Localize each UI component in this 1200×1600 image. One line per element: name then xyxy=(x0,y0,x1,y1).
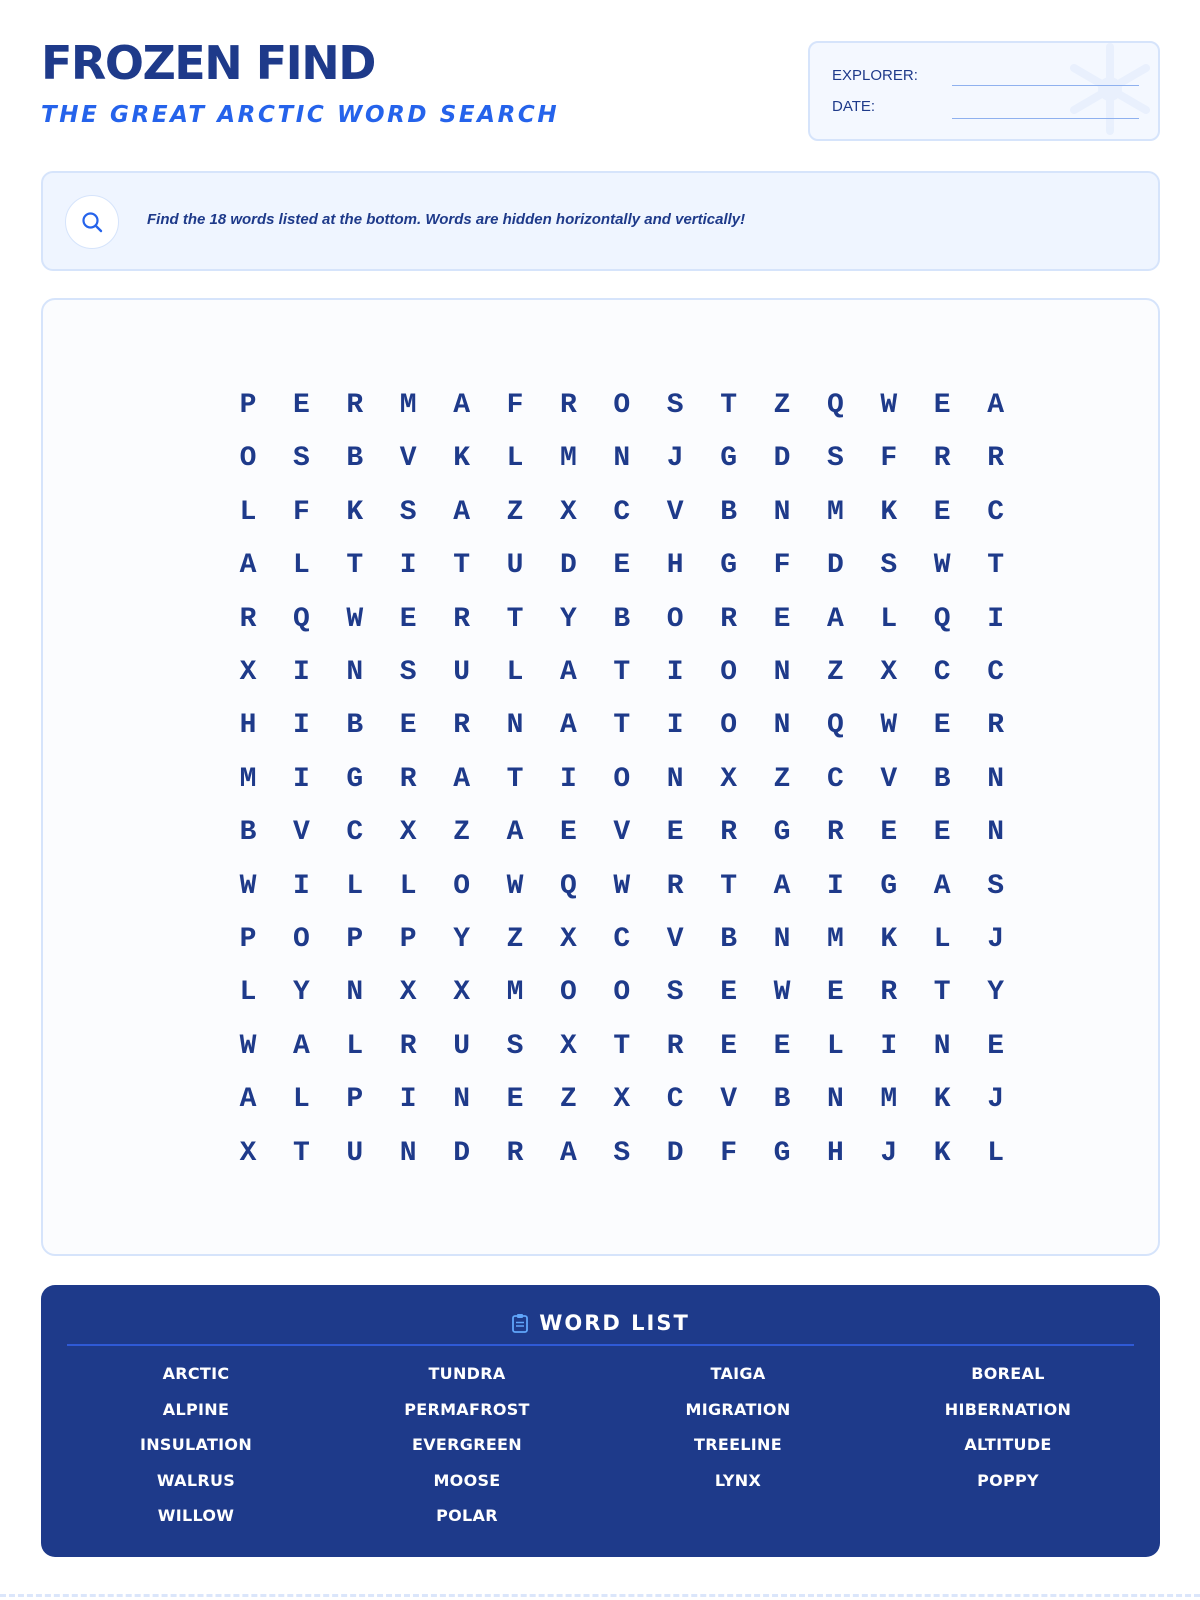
grid-letter[interactable]: A xyxy=(292,1030,310,1062)
grid-letter[interactable]: C xyxy=(346,817,364,849)
grid-letter[interactable]: E xyxy=(613,550,631,582)
grid-letter[interactable]: N xyxy=(506,710,524,742)
grid-letter[interactable]: B xyxy=(346,710,364,742)
grid-letter[interactable]: K xyxy=(880,496,898,528)
grid-letter[interactable]: T xyxy=(613,710,631,742)
grid-letter[interactable]: N xyxy=(933,1030,951,1062)
grid-letter[interactable]: X xyxy=(613,1084,631,1116)
word-list-heading xyxy=(41,1311,1160,1335)
grid-letter[interactable]: X xyxy=(399,977,417,1009)
grid-letter[interactable]: N xyxy=(773,924,791,955)
grid-letter[interactable]: S xyxy=(399,657,417,688)
grid-letter[interactable]: Q xyxy=(292,603,310,635)
grid-letter[interactable]: K xyxy=(933,1084,951,1116)
grid-letter[interactable]: W xyxy=(506,870,524,902)
grid-letter[interactable]: Y xyxy=(559,603,577,635)
grid-letter[interactable]: L xyxy=(826,1030,844,1062)
grid-letter[interactable]: A xyxy=(506,817,524,849)
grid-letter[interactable]: A xyxy=(559,710,577,742)
grid-letter[interactable]: E xyxy=(506,1084,524,1116)
grid-letter[interactable]: I xyxy=(559,763,577,795)
grid-letter[interactable]: N xyxy=(453,1084,470,1116)
header xyxy=(41,36,560,128)
grid-letter[interactable]: G xyxy=(880,870,898,902)
grid-letter[interactable]: J xyxy=(987,1084,1004,1116)
word-list-item: INSULATION xyxy=(139,1435,253,1454)
grid-letter[interactable]: J xyxy=(666,443,684,475)
grid-letter[interactable]: D xyxy=(666,1137,684,1169)
grid-letter[interactable]: P xyxy=(239,924,257,955)
grid-letter[interactable]: A xyxy=(239,1084,257,1116)
word-list-item: MOOSE xyxy=(433,1470,501,1490)
grid-letter[interactable]: D xyxy=(773,443,791,475)
grid-letter[interactable]: R xyxy=(826,817,844,849)
grid-letter[interactable]: E xyxy=(987,1030,1004,1062)
grid-letter[interactable]: R xyxy=(399,1030,417,1062)
explorer-field[interactable] xyxy=(952,85,1139,86)
grid-letter[interactable]: L xyxy=(506,657,524,688)
grid-letter[interactable]: M xyxy=(826,496,844,528)
grid-letter[interactable]: W xyxy=(239,1030,257,1062)
grid-letter[interactable]: G xyxy=(720,443,737,475)
grid-letter[interactable]: L xyxy=(506,443,524,475)
grid-letter[interactable]: S xyxy=(399,496,417,528)
grid-letter[interactable]: R xyxy=(453,710,470,742)
grid-letter[interactable]: F xyxy=(292,496,310,528)
grid-letter[interactable]: W xyxy=(613,870,631,902)
grid-letter[interactable]: X xyxy=(559,496,577,528)
grid-letter[interactable]: V xyxy=(666,496,684,528)
grid-letter[interactable]: T xyxy=(453,550,470,582)
grid-letter[interactable]: O xyxy=(292,924,310,955)
grid-letter[interactable]: I xyxy=(292,657,310,688)
grid-letter[interactable]: N xyxy=(826,1084,844,1116)
grid-letter[interactable]: K xyxy=(933,1137,951,1169)
grid-letter[interactable]: A xyxy=(453,390,470,421)
grid-letter[interactable]: B xyxy=(773,1084,791,1116)
word-list-title: WORD LIST xyxy=(539,1311,690,1335)
grid-letter[interactable]: C xyxy=(613,496,631,528)
grid-letter[interactable]: U xyxy=(506,550,524,582)
grid-letter[interactable]: V xyxy=(292,817,310,849)
grid-letter[interactable]: N xyxy=(987,817,1004,849)
grid-letter[interactable]: B xyxy=(933,763,951,795)
grid-letter[interactable]: E xyxy=(933,817,951,849)
page-subtitle: THE GREAT ARCTIC WORD SEARCH xyxy=(41,102,560,128)
grid-letter[interactable]: P xyxy=(239,390,257,421)
grid-letter[interactable]: B xyxy=(239,817,257,849)
grid-letter[interactable]: L xyxy=(292,1084,310,1116)
grid-letter[interactable]: I xyxy=(292,763,310,795)
grid-letter[interactable]: L xyxy=(346,870,364,902)
word-list-item: HIBERNATION xyxy=(944,1399,1072,1419)
grid-letter[interactable]: I xyxy=(399,1084,417,1116)
clipboard-icon xyxy=(511,1313,529,1333)
grid-letter[interactable]: F xyxy=(720,1137,737,1169)
grid-letter[interactable]: E xyxy=(826,977,844,1009)
bottom-divider xyxy=(0,1594,1200,1597)
word-list-divider xyxy=(67,1344,1134,1346)
grid-letter[interactable]: R xyxy=(346,390,364,421)
grid-letter[interactable]: L xyxy=(239,977,257,1009)
grid-letter[interactable]: N xyxy=(773,710,791,742)
explorer-info-box xyxy=(808,41,1160,141)
grid-letter[interactable]: I xyxy=(666,710,684,742)
grid-letter[interactable]: W xyxy=(239,870,257,902)
word-list-panel xyxy=(41,1285,1160,1557)
grid-letter[interactable]: E xyxy=(720,977,737,1009)
date-field[interactable] xyxy=(952,118,1139,119)
snowflake-icon xyxy=(1060,41,1160,139)
grid-letter[interactable]: P xyxy=(399,924,417,955)
grid-letter[interactable]: S xyxy=(666,390,684,421)
grid-letter[interactable]: R xyxy=(666,870,684,902)
grid-letter[interactable]: F xyxy=(506,390,524,421)
grid-letter[interactable]: O xyxy=(720,710,737,742)
grid-letter[interactable]: C xyxy=(933,657,951,688)
grid-letter[interactable]: A xyxy=(239,550,257,582)
grid-letter[interactable]: T xyxy=(933,977,951,1009)
word-list-item: TUNDRA xyxy=(428,1364,506,1383)
grid-letter[interactable]: Z xyxy=(453,817,470,849)
word-list-item: POLAR xyxy=(436,1506,498,1525)
grid-letter[interactable]: Q xyxy=(826,390,844,421)
grid-letter[interactable]: G xyxy=(346,763,364,795)
grid-letter[interactable]: O xyxy=(613,390,631,421)
grid-letter[interactable]: B xyxy=(346,443,364,475)
word-list-item: BOREAL xyxy=(971,1364,1045,1383)
grid-letter[interactable]: O xyxy=(613,977,631,1009)
grid-letter[interactable]: A xyxy=(453,496,470,528)
grid-letter[interactable]: C xyxy=(613,924,631,955)
grid-letter[interactable]: S xyxy=(826,443,844,475)
word-list-item: TAIGA xyxy=(710,1364,766,1383)
grid-letter[interactable]: X xyxy=(880,657,898,688)
grid-letter[interactable]: B xyxy=(720,924,737,955)
grid-letter[interactable]: T xyxy=(720,870,737,902)
grid-letter[interactable]: E xyxy=(720,1030,737,1062)
grid-letter[interactable]: E xyxy=(933,496,951,528)
grid-letter[interactable]: R xyxy=(506,1137,524,1169)
grid-letter[interactable]: H xyxy=(826,1137,844,1169)
word-list-item: ARCTIC xyxy=(162,1364,230,1383)
grid-letter[interactable]: M xyxy=(880,1084,898,1116)
grid-letter[interactable]: H xyxy=(239,710,257,742)
grid-letter[interactable]: L xyxy=(933,924,951,955)
grid-letter[interactable]: T xyxy=(613,657,631,688)
grid-letter[interactable]: V xyxy=(613,817,631,849)
grid-letter[interactable]: R xyxy=(453,603,470,635)
word-list-item: WALRUS xyxy=(156,1470,236,1490)
grid-letter[interactable]: E xyxy=(880,817,898,849)
grid-letter[interactable]: N xyxy=(346,657,364,688)
grid-letter[interactable]: N xyxy=(346,977,364,1009)
grid-letter[interactable]: Y xyxy=(453,924,470,955)
grid-letter[interactable]: Y xyxy=(987,977,1004,1009)
grid-letter[interactable]: O xyxy=(453,870,470,902)
grid-letter[interactable]: N xyxy=(773,496,791,528)
word-list-item: TREELINE xyxy=(694,1435,782,1454)
grid-letter[interactable]: O xyxy=(559,977,577,1009)
grid-letter[interactable]: Z xyxy=(773,390,791,421)
grid-letter[interactable]: V xyxy=(666,924,684,955)
grid-letter[interactable]: V xyxy=(720,1084,737,1116)
word-list-item: LYNX xyxy=(714,1470,762,1490)
grid-letter[interactable]: A xyxy=(453,763,470,795)
search-icon xyxy=(65,195,119,249)
grid-letter[interactable]: R xyxy=(933,443,951,475)
grid-letter[interactable]: N xyxy=(399,1137,417,1169)
word-search-grid xyxy=(41,298,1160,1256)
grid-letter[interactable]: R xyxy=(987,443,1004,475)
grid-letter[interactable]: Q xyxy=(933,603,951,635)
grid-letter[interactable]: A xyxy=(933,870,951,902)
grid-letter[interactable]: P xyxy=(346,924,364,955)
grid-letter[interactable]: L xyxy=(880,603,898,635)
grid-letter[interactable]: S xyxy=(506,1030,524,1062)
grid-letter[interactable]: N xyxy=(773,657,791,688)
grid-letter[interactable]: I xyxy=(399,550,417,582)
grid-letter[interactable]: Q xyxy=(826,710,844,742)
grid-letter[interactable]: S xyxy=(880,550,898,582)
grid-letter[interactable]: S xyxy=(666,977,684,1009)
grid-letter[interactable]: E xyxy=(399,710,417,742)
grid-letter[interactable]: T xyxy=(987,550,1004,582)
grid-letter[interactable]: O xyxy=(720,657,737,688)
word-list-item: ALTITUDE xyxy=(964,1435,1052,1454)
grid-letter[interactable]: E xyxy=(773,603,791,635)
grid-letter[interactable]: E xyxy=(933,390,951,421)
grid-letter[interactable]: X xyxy=(720,763,737,795)
grid-letter[interactable]: W xyxy=(773,977,791,1009)
grid-letter[interactable]: X xyxy=(239,657,257,688)
grid-letter[interactable]: R xyxy=(987,710,1004,742)
grid-letter[interactable]: S xyxy=(613,1137,631,1169)
grid-letter[interactable]: X xyxy=(559,924,577,955)
grid-letter[interactable]: X xyxy=(399,817,417,849)
grid-letter[interactable]: A xyxy=(559,1137,577,1169)
grid-letter[interactable]: F xyxy=(773,550,791,582)
grid-letter[interactable]: Z xyxy=(773,763,791,795)
explorer-label: EXPLORER: xyxy=(832,67,918,84)
word-list-item: MIGRATION xyxy=(685,1399,791,1419)
grid-letter[interactable]: B xyxy=(613,603,631,635)
grid-letter[interactable]: A xyxy=(987,390,1004,421)
grid-letter[interactable]: M xyxy=(399,390,417,421)
grid-letter[interactable]: C xyxy=(826,763,844,795)
grid-letter[interactable]: T xyxy=(506,763,524,795)
grid-letter[interactable]: E xyxy=(933,710,951,742)
grid-letter[interactable]: K xyxy=(880,924,898,955)
grid-letter[interactable]: W xyxy=(880,390,898,421)
grid-letter[interactable]: T xyxy=(292,1137,310,1169)
grid-letter[interactable]: M xyxy=(239,763,257,795)
grid-letter[interactable]: R xyxy=(880,977,898,1009)
grid-letter[interactable]: S xyxy=(987,870,1004,902)
grid-letter[interactable]: I xyxy=(987,603,1004,635)
grid-letter[interactable]: Q xyxy=(559,870,577,902)
grid-letter[interactable]: T xyxy=(613,1030,631,1062)
grid-letter[interactable]: C xyxy=(987,657,1004,688)
grid-letter[interactable]: L xyxy=(239,496,257,528)
grid-letter[interactable]: G xyxy=(720,550,737,582)
grid-letter[interactable]: M xyxy=(826,924,844,955)
grid-letter[interactable]: Z xyxy=(506,496,524,528)
grid-letter[interactable]: I xyxy=(292,710,310,742)
grid-letter[interactable]: W xyxy=(933,550,951,582)
grid-letter[interactable]: U xyxy=(346,1137,364,1169)
grid-letter[interactable]: R xyxy=(239,603,257,635)
grid-letter[interactable]: Z xyxy=(559,1084,577,1116)
grid-letter[interactable]: J xyxy=(987,924,1004,955)
grid-letter[interactable]: E xyxy=(666,817,684,849)
grid-letter[interactable]: C xyxy=(666,1084,684,1116)
grid-letter[interactable]: W xyxy=(880,710,898,742)
grid-letter[interactable]: G xyxy=(773,817,791,849)
grid-letter[interactable]: O xyxy=(613,763,631,795)
letter-grid xyxy=(43,300,1158,1254)
grid-letter[interactable]: D xyxy=(559,550,577,582)
grid-letter[interactable]: A xyxy=(559,657,577,688)
word-list-item: POPPY xyxy=(977,1470,1039,1490)
grid-letter[interactable]: I xyxy=(292,870,310,902)
grid-letter[interactable]: E xyxy=(399,603,417,635)
grid-letter[interactable]: R xyxy=(559,390,577,421)
grid-letter[interactable]: T xyxy=(720,390,737,421)
grid-letter[interactable]: L xyxy=(346,1030,364,1062)
instructions-text: Find the 18 words listed at the bottom. Words are hidden horizontally and vertically! xyxy=(147,211,746,228)
grid-letter[interactable]: D xyxy=(826,550,844,582)
grid-letter[interactable]: P xyxy=(346,1084,364,1116)
word-list-item: EVERGREEN xyxy=(412,1435,522,1454)
grid-letter[interactable]: N xyxy=(987,763,1004,795)
grid-letter[interactable]: T xyxy=(506,603,524,635)
grid-letter[interactable]: Z xyxy=(506,924,524,955)
grid-letter[interactable]: X xyxy=(239,1137,257,1169)
grid-letter[interactable]: C xyxy=(987,496,1004,528)
grid-letter[interactable]: M xyxy=(506,977,524,1009)
grid-letter[interactable]: K xyxy=(453,443,470,475)
grid-letter[interactable]: S xyxy=(292,443,310,475)
grid-letter[interactable]: I xyxy=(826,870,844,902)
grid-letter[interactable]: L xyxy=(292,550,310,582)
grid-letter[interactable]: I xyxy=(666,657,684,688)
grid-letter[interactable]: V xyxy=(399,443,417,475)
grid-letter[interactable]: E xyxy=(292,390,310,421)
grid-letter[interactable]: H xyxy=(666,550,684,582)
grid-letter[interactable]: D xyxy=(453,1137,470,1169)
grid-letter[interactable]: N xyxy=(666,763,684,795)
grid-letter[interactable]: Z xyxy=(826,657,844,688)
grid-letter[interactable]: A xyxy=(826,603,844,635)
grid-letter[interactable]: E xyxy=(559,817,577,849)
grid-letter[interactable]: J xyxy=(880,1137,898,1169)
grid-letter[interactable]: B xyxy=(720,496,737,528)
grid-letter[interactable]: R xyxy=(399,763,417,795)
grid-letter[interactable]: E xyxy=(773,1030,791,1062)
grid-letter[interactable]: X xyxy=(453,977,470,1009)
grid-letter[interactable]: A xyxy=(773,870,791,902)
word-list-item: ALPINE xyxy=(162,1399,230,1419)
grid-letter[interactable]: L xyxy=(987,1137,1004,1169)
grid-letter[interactable]: R xyxy=(720,603,737,635)
grid-letter[interactable]: W xyxy=(346,603,364,635)
grid-letter[interactable]: X xyxy=(559,1030,577,1062)
grid-letter[interactable]: O xyxy=(666,603,684,635)
date-label: DATE: xyxy=(832,98,876,115)
grid-letter[interactable]: U xyxy=(453,1030,470,1062)
grid-letter[interactable]: G xyxy=(773,1137,791,1169)
grid-letter[interactable]: N xyxy=(613,443,631,475)
word-list-item: WILLOW xyxy=(157,1506,235,1525)
grid-letter[interactable]: K xyxy=(346,496,364,528)
grid-letter[interactable]: Y xyxy=(292,977,310,1009)
grid-letter[interactable]: R xyxy=(666,1030,684,1062)
grid-letter[interactable]: F xyxy=(880,443,898,475)
grid-letter[interactable]: V xyxy=(880,763,898,795)
grid-letter[interactable]: M xyxy=(559,443,577,475)
grid-letter[interactable]: R xyxy=(720,817,737,849)
instructions-panel xyxy=(41,171,1160,271)
grid-letter[interactable]: U xyxy=(453,657,470,688)
grid-letter[interactable]: O xyxy=(239,443,257,475)
grid-letter[interactable]: I xyxy=(880,1030,898,1062)
grid-letter[interactable]: T xyxy=(346,550,364,582)
grid-letter[interactable]: L xyxy=(399,870,417,902)
page-title: FROZEN FIND xyxy=(41,36,375,90)
word-list-item: PERMAFROST xyxy=(404,1399,530,1419)
